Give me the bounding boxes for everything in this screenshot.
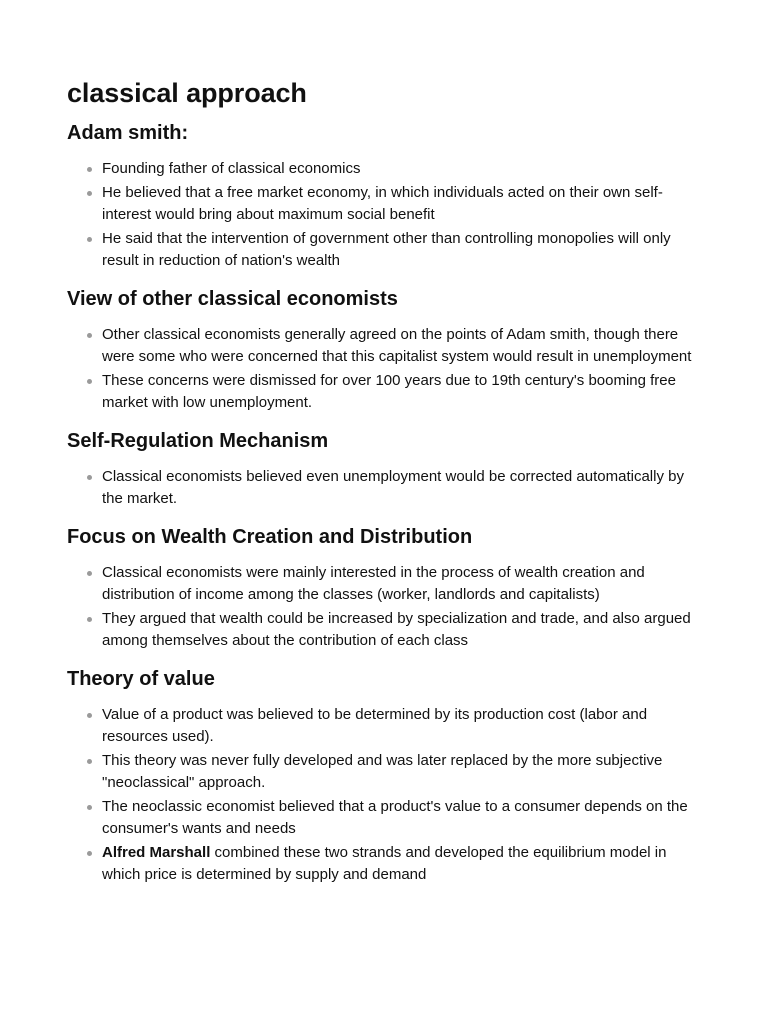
bullet-list: [67, 704, 708, 886]
bullet-list: [67, 562, 708, 652]
list-item: Classical economists believed even unemployment would be corrected automatically by the market.: [102, 466, 708, 510]
list-item: He said that the intervention of government other than controlling monopolies will only result in reduction of nation's wealth: [102, 228, 708, 272]
list-item: He believed that a free market economy, in which individuals acted on their own self-interest would bring about maximum social benefit: [102, 182, 708, 226]
bullet-list: [67, 324, 708, 414]
list-item: [102, 842, 708, 886]
page-title: classical approach: [67, 78, 307, 108]
section-heading: Theory of value: [67, 668, 215, 690]
section-wealth-creation: [67, 524, 708, 652]
list-item: Other classical economists generally agreed on the points of Adam smith, though there were some who were concerned that this capitalist system would result in unemployment: [102, 324, 708, 368]
list-item: Classical economists were mainly interested in the process of wealth creation and distribution of income among the classes (worker, landlords and capitalists): [102, 562, 708, 606]
section-heading: Self-Regulation Mechanism: [67, 430, 329, 452]
section-other-classical-economists: [67, 286, 708, 414]
list-item: These concerns were dismissed for over 100 years due to 19th century's booming free market with low unemployment.: [102, 370, 708, 414]
bullet-list: [67, 466, 708, 510]
list-item-text: combined these two strands and developed the equilibrium model in which price is determined by supply and demand: [102, 844, 667, 883]
section-adam-smith: [67, 120, 708, 272]
list-item: This theory was never fully developed and was later replaced by the more subjective "neoclassical" approach.: [102, 750, 708, 794]
list-item: Founding father of classical economics: [102, 158, 708, 180]
section-heading: Adam smith:: [67, 122, 189, 144]
list-item: Value of a product was believed to be determined by its production cost (labor and resources used).: [102, 704, 708, 748]
section-heading: View of other classical economists: [67, 288, 398, 310]
section-self-regulation: [67, 428, 708, 510]
list-item: The neoclassic economist believed that a product's value to a consumer depends on the consumer's wants and needs: [102, 796, 708, 840]
bold-name: Alfred Marshall: [102, 844, 211, 861]
section-theory-of-value: [67, 666, 708, 886]
list-item: They argued that wealth could be increased by specialization and trade, and also argued among themselves about the contribution of each class: [102, 608, 708, 652]
section-heading: Focus on Wealth Creation and Distribution: [67, 526, 473, 548]
bullet-list: [67, 158, 708, 272]
